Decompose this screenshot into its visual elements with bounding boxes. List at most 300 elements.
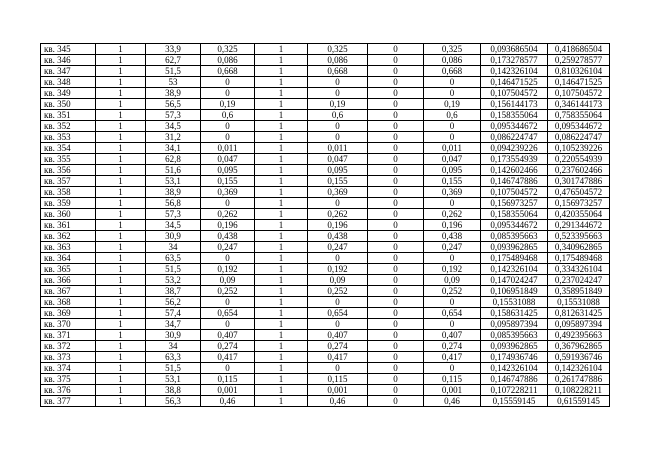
table-row xyxy=(41,396,610,407)
value-cell: 0,325 xyxy=(308,44,368,55)
zero-cell: 0 xyxy=(368,242,424,253)
value-cell: 0,417 xyxy=(308,352,368,363)
factor-cell: 1 xyxy=(255,176,308,187)
total-cell: 0,358951849 xyxy=(548,286,610,297)
value-cell: 0,252 xyxy=(201,286,255,297)
total-cell: 0,107504572 xyxy=(548,88,610,99)
value-cell: 0,407 xyxy=(308,330,368,341)
count-cell: 1 xyxy=(96,99,146,110)
apartment-cell: кв. 360 xyxy=(41,209,96,220)
value-cell: 0,6 xyxy=(308,110,368,121)
value-cell: 0 xyxy=(201,297,255,308)
total-cell: 0,142326104 xyxy=(548,363,610,374)
factor-cell: 1 xyxy=(255,264,308,275)
value-cell: 0,668 xyxy=(201,66,255,77)
total-cell: 0,810326104 xyxy=(548,66,610,77)
area-cell: 34,7 xyxy=(146,319,201,330)
value-cell: 0,417 xyxy=(424,352,481,363)
area-cell: 34,5 xyxy=(146,220,201,231)
value-cell: 0,192 xyxy=(424,264,481,275)
factor-cell: 1 xyxy=(255,286,308,297)
value-cell: 0,252 xyxy=(424,286,481,297)
apartment-cell: кв. 362 xyxy=(41,231,96,242)
apartment-cell: кв. 349 xyxy=(41,88,96,99)
table-row xyxy=(41,110,610,121)
area-cell: 57,3 xyxy=(146,110,201,121)
share-cell: 0,106951849 xyxy=(481,286,548,297)
value-cell: 0 xyxy=(424,253,481,264)
count-cell: 1 xyxy=(96,297,146,308)
zero-cell: 0 xyxy=(368,330,424,341)
value-cell: 0 xyxy=(308,88,368,99)
table-row xyxy=(41,352,610,363)
total-cell: 0,420355064 xyxy=(548,209,610,220)
count-cell: 1 xyxy=(96,198,146,209)
count-cell: 1 xyxy=(96,187,146,198)
value-cell: 0 xyxy=(308,77,368,88)
share-cell: 0,147024247 xyxy=(481,275,548,286)
total-cell: 0,15531088 xyxy=(548,297,610,308)
area-cell: 56,3 xyxy=(146,396,201,407)
zero-cell: 0 xyxy=(368,143,424,154)
factor-cell: 1 xyxy=(255,55,308,66)
value-cell: 0,407 xyxy=(424,330,481,341)
table-row xyxy=(41,187,610,198)
apartment-cell: кв. 373 xyxy=(41,352,96,363)
count-cell: 1 xyxy=(96,88,146,99)
value-cell: 0,095 xyxy=(201,165,255,176)
area-cell: 30,9 xyxy=(146,231,201,242)
value-cell: 0,011 xyxy=(308,143,368,154)
share-cell: 0,093686504 xyxy=(481,44,548,55)
value-cell: 0 xyxy=(424,297,481,308)
apartment-cell: кв. 363 xyxy=(41,242,96,253)
factor-cell: 1 xyxy=(255,121,308,132)
zero-cell: 0 xyxy=(368,88,424,99)
count-cell: 1 xyxy=(96,44,146,55)
value-cell: 0 xyxy=(308,253,368,264)
value-cell: 0 xyxy=(308,132,368,143)
value-cell: 0,095 xyxy=(308,165,368,176)
value-cell: 0 xyxy=(424,198,481,209)
count-cell: 1 xyxy=(96,176,146,187)
count-cell: 1 xyxy=(96,385,146,396)
share-cell: 0,158355064 xyxy=(481,209,548,220)
value-cell: 0,196 xyxy=(424,220,481,231)
value-cell: 0,19 xyxy=(308,99,368,110)
table-row xyxy=(41,264,610,275)
zero-cell: 0 xyxy=(368,363,424,374)
area-cell: 56,5 xyxy=(146,99,201,110)
value-cell: 0,654 xyxy=(201,308,255,319)
value-cell: 0 xyxy=(308,121,368,132)
value-cell: 0 xyxy=(201,88,255,99)
total-cell: 0,367962865 xyxy=(548,341,610,352)
share-cell: 0,158355064 xyxy=(481,110,548,121)
share-cell: 0,146471525 xyxy=(481,77,548,88)
count-cell: 1 xyxy=(96,77,146,88)
table-row xyxy=(41,77,610,88)
area-cell: 56,2 xyxy=(146,297,201,308)
zero-cell: 0 xyxy=(368,77,424,88)
table-row xyxy=(41,330,610,341)
apartment-cell: кв. 353 xyxy=(41,132,96,143)
factor-cell: 1 xyxy=(255,297,308,308)
value-cell: 0,46 xyxy=(201,396,255,407)
value-cell: 0,262 xyxy=(201,209,255,220)
table-row xyxy=(41,253,610,264)
share-cell: 0,175489468 xyxy=(481,253,548,264)
factor-cell: 1 xyxy=(255,363,308,374)
value-cell: 0,668 xyxy=(308,66,368,77)
value-cell: 0,325 xyxy=(424,44,481,55)
factor-cell: 1 xyxy=(255,330,308,341)
count-cell: 1 xyxy=(96,242,146,253)
total-cell: 0,237024247 xyxy=(548,275,610,286)
factor-cell: 1 xyxy=(255,396,308,407)
total-cell: 0,301747886 xyxy=(548,176,610,187)
area-cell: 38,9 xyxy=(146,187,201,198)
value-cell: 0,09 xyxy=(424,275,481,286)
apartment-cell: кв. 375 xyxy=(41,374,96,385)
zero-cell: 0 xyxy=(368,198,424,209)
value-cell: 0,095 xyxy=(424,165,481,176)
area-cell: 34,5 xyxy=(146,121,201,132)
factor-cell: 1 xyxy=(255,231,308,242)
value-cell: 0,115 xyxy=(308,374,368,385)
area-cell: 63,5 xyxy=(146,253,201,264)
table-row xyxy=(41,198,610,209)
value-cell: 0,6 xyxy=(424,110,481,121)
value-cell: 0,325 xyxy=(201,44,255,55)
share-cell: 0,107228211 xyxy=(481,385,548,396)
value-cell: 0,09 xyxy=(201,275,255,286)
zero-cell: 0 xyxy=(368,176,424,187)
value-cell: 0,19 xyxy=(201,99,255,110)
count-cell: 1 xyxy=(96,154,146,165)
factor-cell: 1 xyxy=(255,352,308,363)
value-cell: 0,001 xyxy=(201,385,255,396)
apartment-cell: кв. 371 xyxy=(41,330,96,341)
value-cell: 0,262 xyxy=(424,209,481,220)
zero-cell: 0 xyxy=(368,187,424,198)
total-cell: 0,523395663 xyxy=(548,231,610,242)
area-cell: 62,8 xyxy=(146,154,201,165)
area-cell: 30,9 xyxy=(146,330,201,341)
value-cell: 0 xyxy=(424,363,481,374)
area-cell: 51,5 xyxy=(146,264,201,275)
total-cell: 0,108228211 xyxy=(548,385,610,396)
value-cell: 0,438 xyxy=(201,231,255,242)
total-cell: 0,259278577 xyxy=(548,55,610,66)
total-cell: 0,105239226 xyxy=(548,143,610,154)
total-cell: 0,334326104 xyxy=(548,264,610,275)
share-cell: 0,173278577 xyxy=(481,55,548,66)
zero-cell: 0 xyxy=(368,66,424,77)
value-cell: 0 xyxy=(308,319,368,330)
apartment-cell: кв. 365 xyxy=(41,264,96,275)
share-cell: 0,095344672 xyxy=(481,121,548,132)
apartment-cell: кв. 369 xyxy=(41,308,96,319)
value-cell: 0 xyxy=(424,319,481,330)
zero-cell: 0 xyxy=(368,110,424,121)
factor-cell: 1 xyxy=(255,154,308,165)
value-cell: 0 xyxy=(308,198,368,209)
factor-cell: 1 xyxy=(255,308,308,319)
total-cell: 0,418686504 xyxy=(548,44,610,55)
area-cell: 53,2 xyxy=(146,275,201,286)
table-row xyxy=(41,176,610,187)
factor-cell: 1 xyxy=(255,198,308,209)
table-row xyxy=(41,88,610,99)
apartment-cell: кв. 352 xyxy=(41,121,96,132)
count-cell: 1 xyxy=(96,275,146,286)
value-cell: 0 xyxy=(201,319,255,330)
document-page xyxy=(40,43,609,407)
zero-cell: 0 xyxy=(368,121,424,132)
factor-cell: 1 xyxy=(255,77,308,88)
zero-cell: 0 xyxy=(368,385,424,396)
value-cell: 0,155 xyxy=(424,176,481,187)
zero-cell: 0 xyxy=(368,297,424,308)
apartment-cell: кв. 377 xyxy=(41,396,96,407)
share-cell: 0,15531088 xyxy=(481,297,548,308)
apartment-cell: кв. 357 xyxy=(41,176,96,187)
value-cell: 0,011 xyxy=(201,143,255,154)
share-cell: 0,142326104 xyxy=(481,363,548,374)
total-cell: 0,476504572 xyxy=(548,187,610,198)
value-cell: 0,46 xyxy=(424,396,481,407)
count-cell: 1 xyxy=(96,220,146,231)
area-cell: 38,9 xyxy=(146,88,201,99)
apartment-cell: кв. 345 xyxy=(41,44,96,55)
apartment-cell: кв. 347 xyxy=(41,66,96,77)
table-row xyxy=(41,297,610,308)
table-row xyxy=(41,341,610,352)
total-cell: 0,758355064 xyxy=(548,110,610,121)
count-cell: 1 xyxy=(96,55,146,66)
table-row xyxy=(41,374,610,385)
total-cell: 0,492395663 xyxy=(548,330,610,341)
table-row xyxy=(41,165,610,176)
value-cell: 0,369 xyxy=(424,187,481,198)
value-cell: 0,6 xyxy=(201,110,255,121)
area-cell: 34,1 xyxy=(146,143,201,154)
share-cell: 0,158631425 xyxy=(481,308,548,319)
table-row xyxy=(41,55,610,66)
apartment-cell: кв. 350 xyxy=(41,99,96,110)
apartment-cell: кв. 374 xyxy=(41,363,96,374)
zero-cell: 0 xyxy=(368,209,424,220)
total-cell: 0,086224747 xyxy=(548,132,610,143)
factor-cell: 1 xyxy=(255,132,308,143)
total-cell: 0,175489468 xyxy=(548,253,610,264)
table-row xyxy=(41,44,610,55)
total-cell: 0,61559145 xyxy=(548,396,610,407)
value-cell: 0,047 xyxy=(201,154,255,165)
count-cell: 1 xyxy=(96,396,146,407)
share-cell: 0,173554939 xyxy=(481,154,548,165)
count-cell: 1 xyxy=(96,374,146,385)
value-cell: 0,086 xyxy=(201,55,255,66)
value-cell: 0,192 xyxy=(201,264,255,275)
share-cell: 0,174936746 xyxy=(481,352,548,363)
value-cell: 0,086 xyxy=(308,55,368,66)
factor-cell: 1 xyxy=(255,242,308,253)
zero-cell: 0 xyxy=(368,99,424,110)
value-cell: 0,274 xyxy=(424,341,481,352)
share-cell: 0,107504572 xyxy=(481,88,548,99)
value-cell: 0,247 xyxy=(308,242,368,253)
table-row xyxy=(41,275,610,286)
area-cell: 53,1 xyxy=(146,176,201,187)
value-cell: 0,438 xyxy=(308,231,368,242)
area-cell: 63,3 xyxy=(146,352,201,363)
zero-cell: 0 xyxy=(368,352,424,363)
factor-cell: 1 xyxy=(255,66,308,77)
table-row xyxy=(41,319,610,330)
count-cell: 1 xyxy=(96,165,146,176)
factor-cell: 1 xyxy=(255,275,308,286)
apartment-cell: кв. 366 xyxy=(41,275,96,286)
value-cell: 0,438 xyxy=(424,231,481,242)
table-row xyxy=(41,242,610,253)
table-row xyxy=(41,308,610,319)
apartment-cell: кв. 372 xyxy=(41,341,96,352)
count-cell: 1 xyxy=(96,264,146,275)
value-cell: 0 xyxy=(308,297,368,308)
apartment-cell: кв. 351 xyxy=(41,110,96,121)
factor-cell: 1 xyxy=(255,99,308,110)
area-cell: 57,3 xyxy=(146,209,201,220)
value-cell: 0,155 xyxy=(201,176,255,187)
apartment-cell: кв. 358 xyxy=(41,187,96,198)
factor-cell: 1 xyxy=(255,143,308,154)
share-cell: 0,107504572 xyxy=(481,187,548,198)
total-cell: 0,220554939 xyxy=(548,154,610,165)
area-cell: 57,4 xyxy=(146,308,201,319)
table-row xyxy=(41,385,610,396)
total-cell: 0,291344672 xyxy=(548,220,610,231)
apartment-cell: кв. 361 xyxy=(41,220,96,231)
factor-cell: 1 xyxy=(255,319,308,330)
share-cell: 0,156973257 xyxy=(481,198,548,209)
share-cell: 0,142326104 xyxy=(481,66,548,77)
share-cell: 0,093962865 xyxy=(481,341,548,352)
share-cell: 0,146747886 xyxy=(481,374,548,385)
area-cell: 34 xyxy=(146,341,201,352)
value-cell: 0,417 xyxy=(201,352,255,363)
count-cell: 1 xyxy=(96,253,146,264)
value-cell: 0,001 xyxy=(308,385,368,396)
total-cell: 0,812631425 xyxy=(548,308,610,319)
apartment-data-table xyxy=(40,43,610,407)
share-cell: 0,094239226 xyxy=(481,143,548,154)
value-cell: 0,369 xyxy=(308,187,368,198)
area-cell: 38,7 xyxy=(146,286,201,297)
table-row xyxy=(41,220,610,231)
value-cell: 0,247 xyxy=(424,242,481,253)
zero-cell: 0 xyxy=(368,220,424,231)
zero-cell: 0 xyxy=(368,286,424,297)
area-cell: 62,7 xyxy=(146,55,201,66)
apartment-cell: кв. 368 xyxy=(41,297,96,308)
table-row xyxy=(41,154,610,165)
value-cell: 0,19 xyxy=(424,99,481,110)
value-cell: 0 xyxy=(424,88,481,99)
apartment-cell: кв. 364 xyxy=(41,253,96,264)
apartment-cell: кв. 359 xyxy=(41,198,96,209)
area-cell: 51,5 xyxy=(146,66,201,77)
factor-cell: 1 xyxy=(255,341,308,352)
area-cell: 31,2 xyxy=(146,132,201,143)
value-cell: 0,001 xyxy=(424,385,481,396)
area-cell: 34 xyxy=(146,242,201,253)
value-cell: 0,274 xyxy=(201,341,255,352)
count-cell: 1 xyxy=(96,121,146,132)
area-cell: 51,5 xyxy=(146,363,201,374)
table-row xyxy=(41,363,610,374)
count-cell: 1 xyxy=(96,143,146,154)
zero-cell: 0 xyxy=(368,396,424,407)
value-cell: 0,09 xyxy=(308,275,368,286)
apartment-cell: кв. 376 xyxy=(41,385,96,396)
share-cell: 0,142602466 xyxy=(481,165,548,176)
zero-cell: 0 xyxy=(368,44,424,55)
share-cell: 0,085395663 xyxy=(481,231,548,242)
zero-cell: 0 xyxy=(368,165,424,176)
total-cell: 0,591936746 xyxy=(548,352,610,363)
table-row xyxy=(41,121,610,132)
zero-cell: 0 xyxy=(368,264,424,275)
factor-cell: 1 xyxy=(255,110,308,121)
factor-cell: 1 xyxy=(255,165,308,176)
value-cell: 0 xyxy=(201,198,255,209)
value-cell: 0 xyxy=(201,77,255,88)
share-cell: 0,142326104 xyxy=(481,264,548,275)
share-cell: 0,146747886 xyxy=(481,176,548,187)
value-cell: 0,262 xyxy=(308,209,368,220)
value-cell: 0,196 xyxy=(201,220,255,231)
table-row xyxy=(41,143,610,154)
total-cell: 0,156973257 xyxy=(548,198,610,209)
table-row xyxy=(41,132,610,143)
value-cell: 0,192 xyxy=(308,264,368,275)
factor-cell: 1 xyxy=(255,209,308,220)
value-cell: 0,115 xyxy=(424,374,481,385)
zero-cell: 0 xyxy=(368,132,424,143)
area-cell: 53,1 xyxy=(146,374,201,385)
value-cell: 0,668 xyxy=(424,66,481,77)
zero-cell: 0 xyxy=(368,374,424,385)
apartment-cell: кв. 348 xyxy=(41,77,96,88)
factor-cell: 1 xyxy=(255,253,308,264)
count-cell: 1 xyxy=(96,341,146,352)
value-cell: 0,654 xyxy=(308,308,368,319)
value-cell: 0,011 xyxy=(424,143,481,154)
value-cell: 0,196 xyxy=(308,220,368,231)
value-cell: 0,274 xyxy=(308,341,368,352)
area-cell: 33,9 xyxy=(146,44,201,55)
table-row xyxy=(41,99,610,110)
table-body xyxy=(41,44,610,407)
total-cell: 0,261747886 xyxy=(548,374,610,385)
count-cell: 1 xyxy=(96,330,146,341)
count-cell: 1 xyxy=(96,363,146,374)
count-cell: 1 xyxy=(96,231,146,242)
value-cell: 0 xyxy=(424,121,481,132)
area-cell: 51,6 xyxy=(146,165,201,176)
